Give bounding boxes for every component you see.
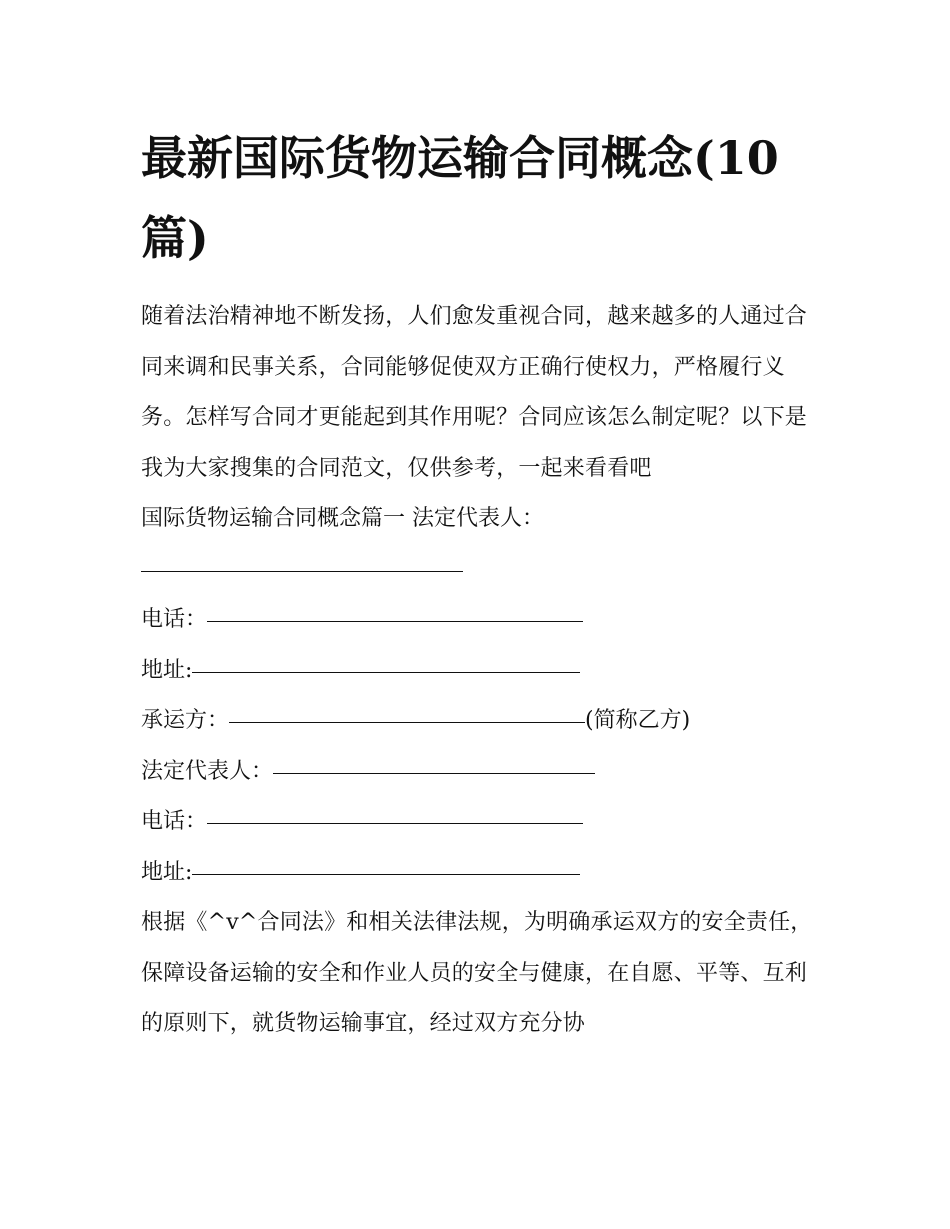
legal-rep-2-blank[interactable] xyxy=(273,743,595,774)
address-1-blank[interactable] xyxy=(192,642,580,673)
address-2-blank[interactable] xyxy=(192,844,580,875)
address-2-line xyxy=(141,848,821,899)
legal-rep-1-blank[interactable] xyxy=(141,541,463,572)
carrier-suffix: (简称乙方) xyxy=(585,708,691,733)
carrier-blank[interactable] xyxy=(229,692,585,723)
document-title: 最新国际货物运输合同概念(10篇) xyxy=(141,131,779,265)
address-1-line xyxy=(141,646,821,697)
legal-rep-1-blank-line xyxy=(141,545,821,596)
phone-2-line xyxy=(141,797,821,848)
carrier-line xyxy=(141,696,821,747)
section-heading: 国际货物运输合同概念篇一 法定代表人： xyxy=(141,506,544,531)
carrier-label: 承运方： xyxy=(141,708,230,733)
intro-paragraph: 随着法治精神地不断发扬，人们愈发重视合同，越来越多的人通过合同来调和民事关系，合同能够促使双方正确行使权力，严格履行义务。怎样写合同才更能起到其作用呢？合同应该怎么制定呢？以下是我为大家搜集的合同范文，仅供参考，一起来看看吧 xyxy=(141,304,808,481)
address-1-label: 地址: xyxy=(141,657,193,683)
legal-rep-2-line xyxy=(141,747,821,798)
document-page xyxy=(141,118,821,1050)
legal-rep-2-label: 法定代表人： xyxy=(141,758,274,784)
phone-2-blank[interactable] xyxy=(207,793,583,824)
phone-1-blank[interactable] xyxy=(207,591,583,622)
phone-1-line xyxy=(141,595,821,646)
body-paragraph: 根据《^v^合同法》和相关法律法规，为明确承运双方的安全责任，保障设备运输的安全和作业人员的安全与健康，在自愿、平等、互利的原则下，就货物运输事宜，经过双方充分协 xyxy=(141,910,813,1036)
phone-2-label: 电话： xyxy=(141,809,208,834)
address-2-label: 地址: xyxy=(141,859,193,885)
section-heading-line xyxy=(141,494,821,545)
phone-1-label: 电话： xyxy=(141,607,208,632)
